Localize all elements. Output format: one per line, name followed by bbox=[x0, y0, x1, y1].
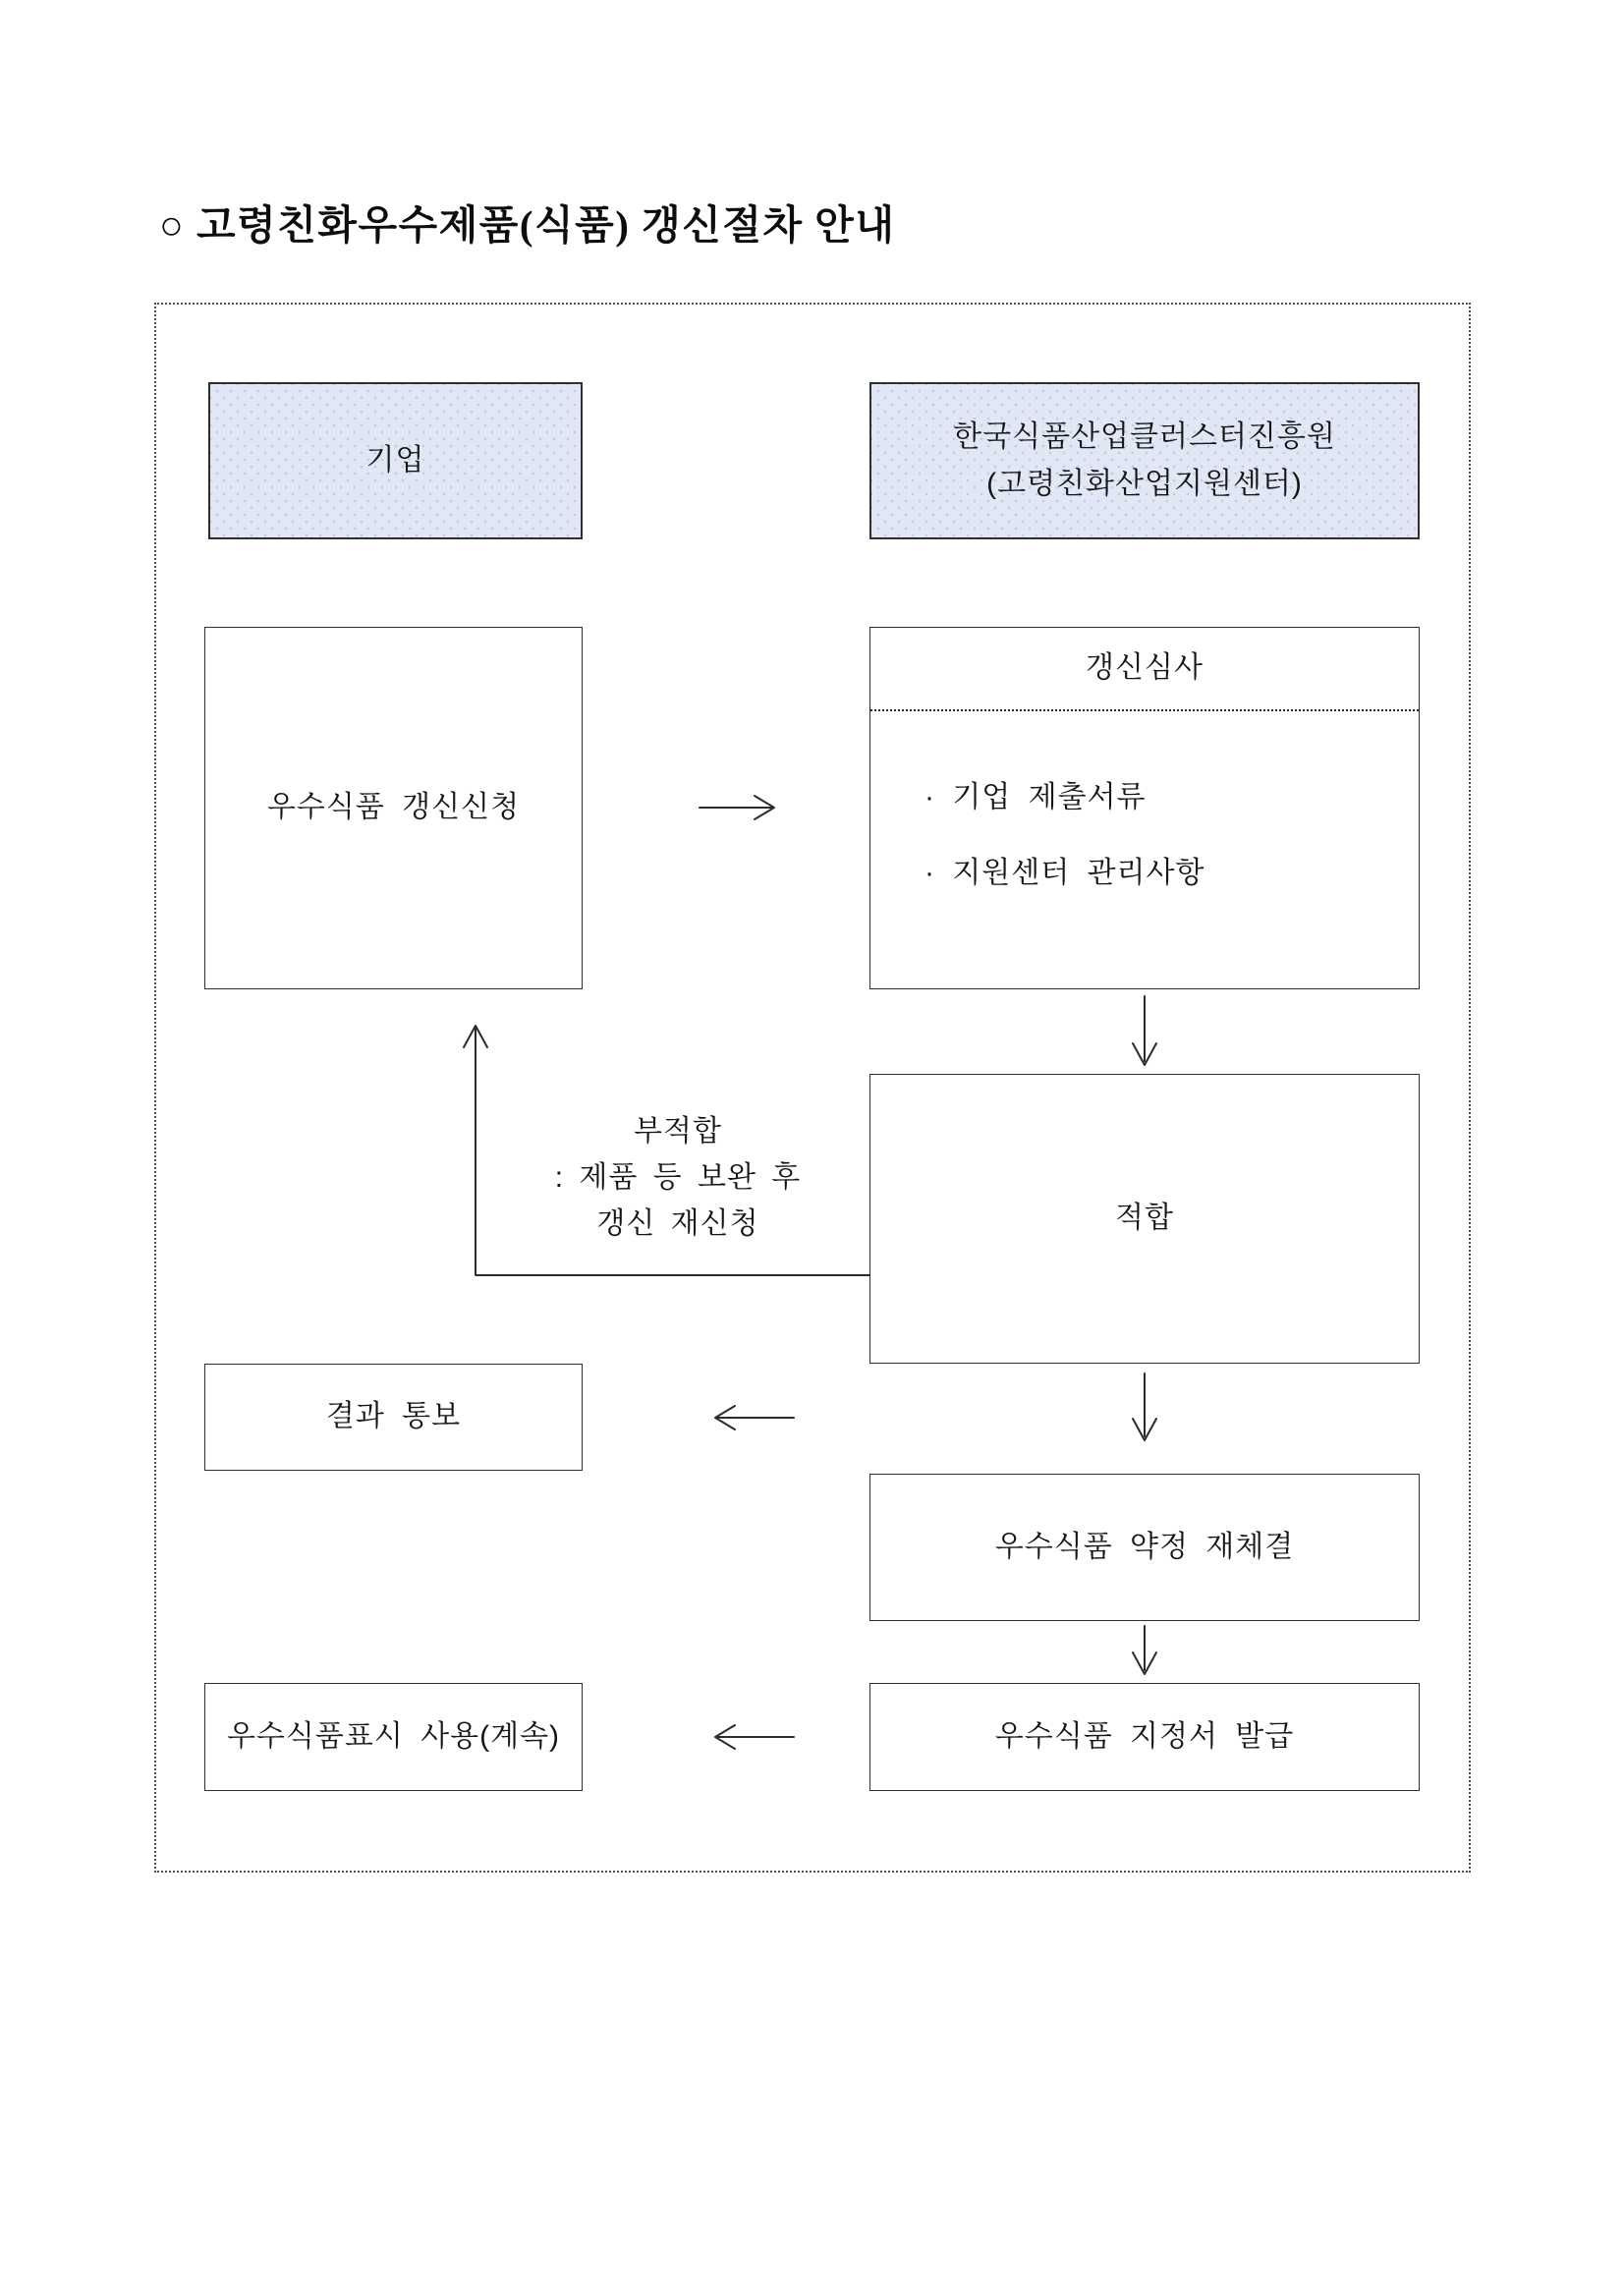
node-agreement-renewal-label: 우수식품 약정 재체결 bbox=[994, 1530, 1295, 1563]
fail-note-line2: : 제품 등 보완 후 bbox=[554, 1161, 802, 1194]
lane-agency bbox=[869, 382, 1420, 539]
lane-agency-line2: (고령친화산업지원센터) bbox=[986, 468, 1303, 500]
review-items bbox=[870, 711, 1419, 912]
node-mark-use-label: 우수식품표시 사용(계속) bbox=[226, 1719, 561, 1753]
node-agreement-renewal bbox=[869, 1474, 1420, 1621]
lane-company-label: 기업 bbox=[365, 443, 425, 476]
review-item-center-management: · 지원센터 관리사항 bbox=[924, 857, 1205, 890]
review-item-company-docs: · 기업 제출서류 bbox=[924, 781, 1147, 814]
node-renewal-application-label: 우수식품 갱신신청 bbox=[266, 791, 521, 824]
page-title: ○ 고령친화우수제품(식품) 갱신절차 안내 bbox=[159, 202, 896, 248]
node-result-notice bbox=[204, 1364, 583, 1471]
node-result-notice-label: 결과 통보 bbox=[325, 1400, 462, 1433]
lane-company bbox=[208, 382, 583, 539]
lane-agency-label bbox=[953, 414, 1336, 508]
node-certificate-issue-label: 우수식품 지정서 발급 bbox=[994, 1719, 1295, 1753]
node-renewal-application bbox=[204, 627, 583, 989]
node-renewal-review bbox=[869, 627, 1420, 989]
node-mark-use bbox=[204, 1683, 583, 1791]
review-title: 갱신심사 bbox=[870, 628, 1419, 711]
node-certificate-issue bbox=[869, 1683, 1420, 1791]
node-pass-label: 적합 bbox=[1115, 1202, 1174, 1235]
fail-note-line3: 갱신 재신청 bbox=[596, 1207, 759, 1240]
flow-diagram-frame bbox=[154, 303, 1471, 1873]
fail-return-note bbox=[472, 1108, 884, 1247]
lane-agency-line1: 한국식품산업클러스터진흥원 bbox=[953, 420, 1336, 453]
node-pass bbox=[869, 1074, 1420, 1364]
fail-note-line1: 부적합 bbox=[634, 1115, 722, 1148]
